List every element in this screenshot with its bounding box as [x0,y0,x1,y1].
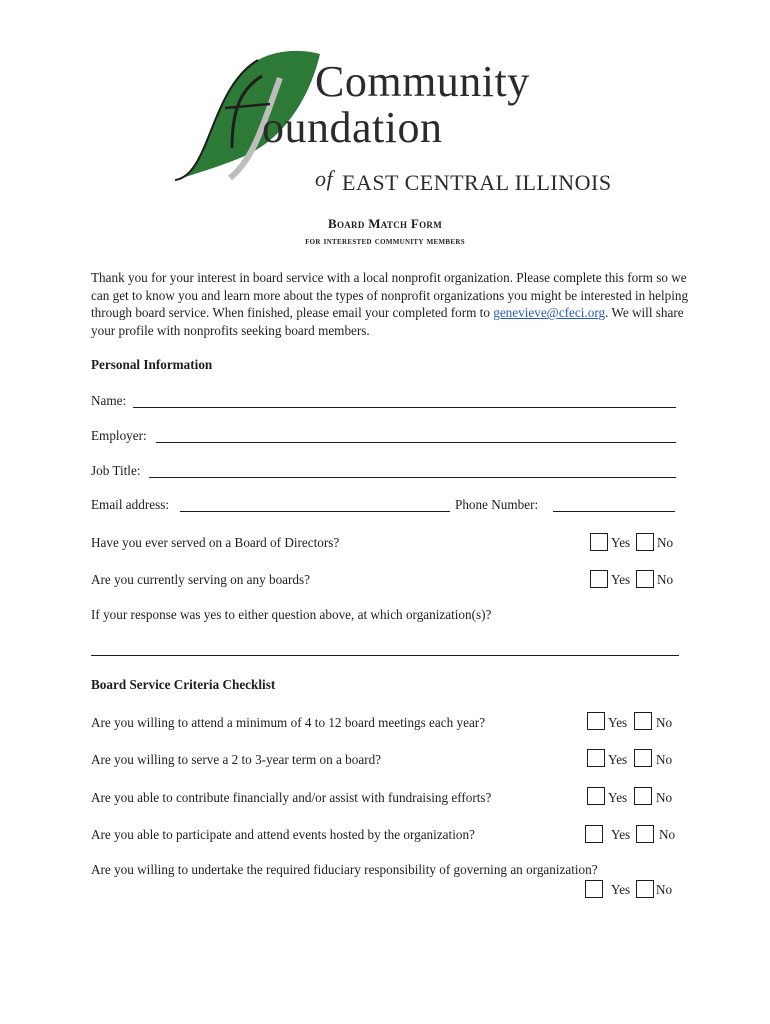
fiduciary-yes-checkbox[interactable] [585,880,603,898]
serving-yes-checkbox[interactable] [590,570,608,588]
email-link[interactable]: genevieve@cfeci.org [493,305,606,321]
served-no-label: No [657,535,674,550]
which-orgs-field[interactable] [91,655,679,656]
form-subtitle: for interested community members [305,236,465,247]
logo-of-text: of [315,166,334,191]
fiduciary-yes-label: Yes [611,882,631,897]
meetings-no-label: No [656,715,673,730]
intro-paragraph [91,269,691,339]
form-title: Board Match Form [327,216,442,231]
logo-community-text: Community [315,57,530,106]
email-field[interactable] [180,511,450,512]
served-yes-label: Yes [611,535,631,550]
term-yes-checkbox[interactable] [587,749,605,767]
term-yes-label: Yes [608,752,628,767]
question-which-orgs: If your response was yes to either question above, at which organization(s)? [91,607,492,622]
name-label: Name: [91,393,127,408]
phone-field[interactable] [553,511,675,512]
intro-text: Thank you for your interest in board service with a local nonprofit organization. Please complete this form so we can get to know you and learn more about the types of nonprofit organizations you might be interested in helping through board service. When finished, please email your completed form to [91,270,689,321]
term-no-label: No [656,752,673,767]
personal-info-heading: Personal Information [91,357,213,372]
meetings-yes-checkbox[interactable] [587,712,605,730]
question-term: Are you willing to serve a 2 to 3-year term on a board? [91,752,382,767]
events-no-checkbox[interactable] [636,825,654,843]
serving-no-label: No [657,572,674,587]
events-no-label: No [659,827,676,842]
criteria-heading: Board Service Criteria Checklist [91,677,276,692]
fundraising-yes-checkbox[interactable] [587,787,605,805]
logo-region-text: EAST CENTRAL ILLINOIS [342,170,612,195]
events-yes-checkbox[interactable] [585,825,603,843]
email-label: Email address: [91,497,170,512]
logo [170,48,610,198]
phone-label: Phone Number: [455,497,539,512]
job-title-label: Job Title: [91,463,141,478]
fundraising-no-label: No [656,790,673,805]
name-field[interactable] [133,407,676,408]
question-serving: Are you currently serving on any boards? [91,572,310,587]
events-yes-label: Yes [611,827,631,842]
job-title-field[interactable] [149,477,676,478]
fundraising-no-checkbox[interactable] [634,787,652,805]
meetings-yes-label: Yes [608,715,628,730]
question-fundraising: Are you able to contribute financially and/or assist with fundraising efforts? [91,790,492,805]
question-fiduciary: Are you willing to undertake the required fiduciary responsibility of governing an organization? [91,862,598,877]
intro-text-end: . We will share your profile with nonprofits seeking board members. [91,305,684,338]
term-no-checkbox[interactable] [634,749,652,767]
employer-label: Employer: [91,428,147,443]
question-served: Have you ever served on a Board of Directors? [91,535,340,550]
fundraising-yes-label: Yes [608,790,628,805]
question-meetings: Are you willing to attend a minimum of 4 to 12 board meetings each year? [91,715,486,730]
question-events: Are you able to participate and attend events hosted by the organization? [91,827,475,842]
served-no-checkbox[interactable] [636,533,654,551]
employer-field[interactable] [156,442,676,443]
meetings-no-checkbox[interactable] [634,712,652,730]
served-yes-checkbox[interactable] [590,533,608,551]
logo-foundation-text: oundation [262,103,443,152]
serving-yes-label: Yes [611,572,631,587]
fiduciary-no-label: No [656,882,673,897]
serving-no-checkbox[interactable] [636,570,654,588]
fiduciary-no-checkbox[interactable] [636,880,654,898]
